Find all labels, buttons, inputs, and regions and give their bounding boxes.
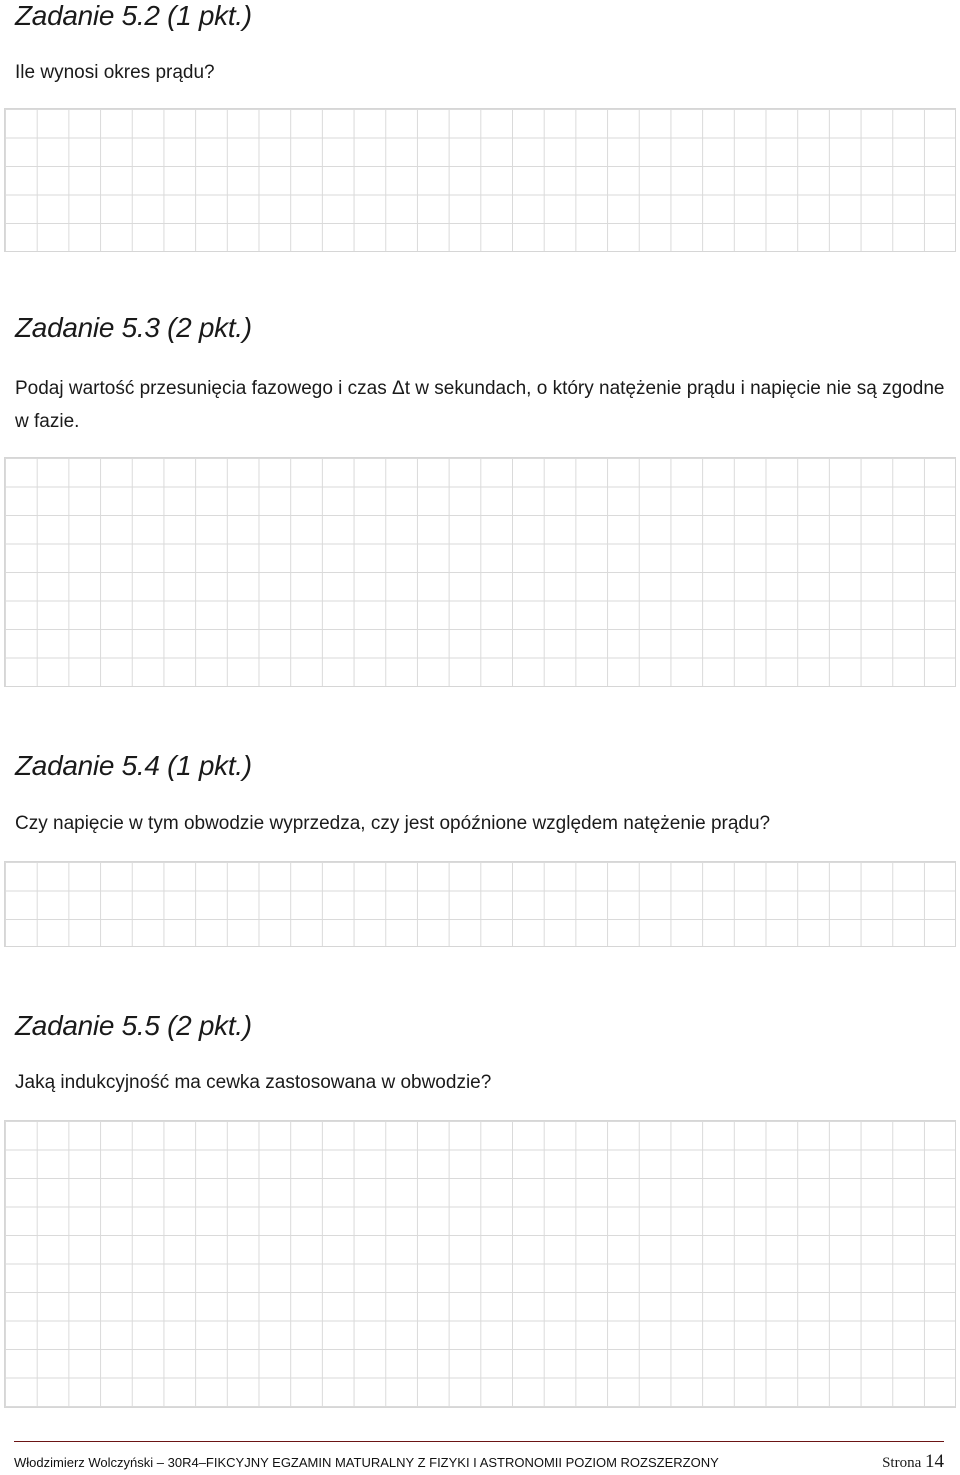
task-5-2-question: Ile wynosi okres prądu? [15,62,215,83]
task-5-3-answer-grid[interactable] [4,457,956,687]
footer-rule [14,1441,944,1442]
task-5-2-answer-grid[interactable] [4,108,956,252]
task-5-3-question: Podaj wartość przesunięcia fazowego i czas Δt w sekundach, o który natężenie prądu i napięcie nie są zgodne w fazie. [15,378,945,432]
footer-page-label: Strona [882,1455,922,1471]
footer-page-number: 14 [925,1451,944,1472]
task-5-5-question: Jaką indukcyjność ma cewka zastosowana w obwodzie? [15,1072,492,1093]
footer-page-indicator [882,1451,944,1473]
task-5-4-answer-grid[interactable] [4,861,956,947]
task-5-3-heading: Zadanie 5.3 (2 pkt.) [15,312,252,343]
footer-author-line: Włodzimierz Wolczyński – 30R4–FIKCYJNY EGZAMIN MATURALNY Z FIZYKI I ASTRONOMII POZIOM ROZSZERZONY [14,1455,719,1470]
task-5-2-heading: Zadanie 5.2 (1 pkt.) [15,0,252,31]
task-5-5-answer-grid[interactable] [4,1120,956,1408]
task-5-4-heading: Zadanie 5.4 (1 pkt.) [15,750,252,781]
task-5-5-heading: Zadanie 5.5 (2 pkt.) [15,1010,252,1041]
task-5-4-question: Czy napięcie w tym obwodzie wyprzedza, czy jest opóźnione względem natężenie prądu? [15,813,771,834]
